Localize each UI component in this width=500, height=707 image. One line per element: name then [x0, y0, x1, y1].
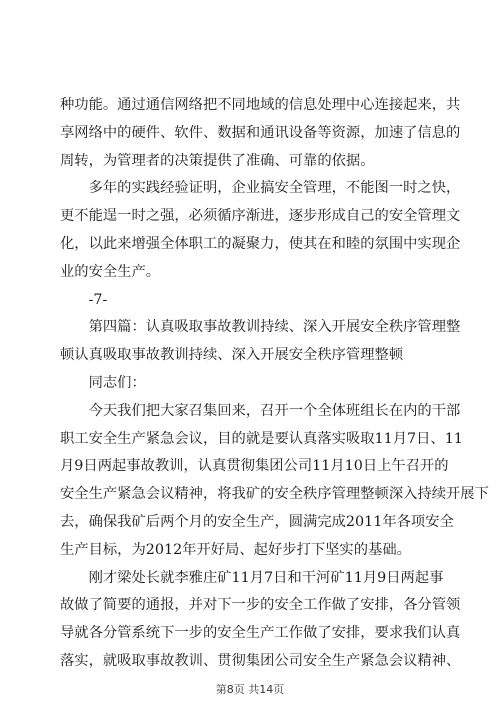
inline-page-mark: -7- — [60, 291, 108, 308]
text-line: 去，确保我矿后两个月的安全生产，圆满完成2011年各项安全 — [60, 513, 454, 530]
text-line: 月9日两起事故教训，认真贯彻集团公司11月10日上午召开的 — [60, 458, 449, 475]
document-body — [60, 92, 489, 676]
text-line: 周转，为管理者的决策提供了准确、可靠的依据。 — [60, 152, 375, 169]
text-line: 安全生产紧急会议精神，将我矿的安全秩序管理整顿深入持续开展下 — [60, 486, 489, 503]
text-line: 落实，就吸取事故教训、贯彻集团公司安全生产紧急会议精神、 — [60, 652, 461, 669]
text-line: 更不能逞一时之强，必须循序渐进，逐步形成自己的安全管理文 — [60, 208, 461, 225]
text-line: 刚才梁处长就李雅庄矿11月7日和干河矿11月9日两起事 — [60, 569, 444, 586]
text-line: 今天我们把大家召集回来，召开一个全体班组长在内的干部 — [60, 402, 461, 419]
text-line: 多年的实践经验证明，企业搞安全管理，不能图一时之快， — [60, 180, 461, 197]
section-title: 顿认真吸取事故教训持续、深入开展安全秩序管理整顿 — [60, 347, 404, 364]
text-line: 职工安全生产紧急会议，目的就是要认真落实吸取11月7日、11 — [60, 430, 463, 447]
text-line: 化，以此来增强全体职工的凝聚力，使其在和睦的氛围中实现企 — [60, 235, 461, 252]
text-line: 故做了简要的通报，并对下一步的安全工作做了安排，各分管领 — [60, 597, 461, 614]
text-line: 业的安全生产。 — [60, 263, 161, 280]
text-line: 导就各分管系统下一步的安全生产工作做了安排，要求我们认真 — [60, 625, 461, 642]
text-line: 生产目标，为2012年开好局、起好步打下坚实的基础。 — [60, 541, 411, 558]
greeting: 同志们： — [60, 374, 146, 391]
text-line: 享网络中的硬件、软件、数据和通讯设备等资源，加速了信息的 — [60, 124, 461, 141]
text-line: 种功能。通过通信网络把不同地域的信息处理中心连接起来，共 — [60, 97, 461, 113]
section-title: 第四篇：认真吸取事故教训持续、深入开展安全秩序管理整 — [60, 319, 461, 336]
page-footer: 第8页 共14页 — [215, 683, 285, 696]
